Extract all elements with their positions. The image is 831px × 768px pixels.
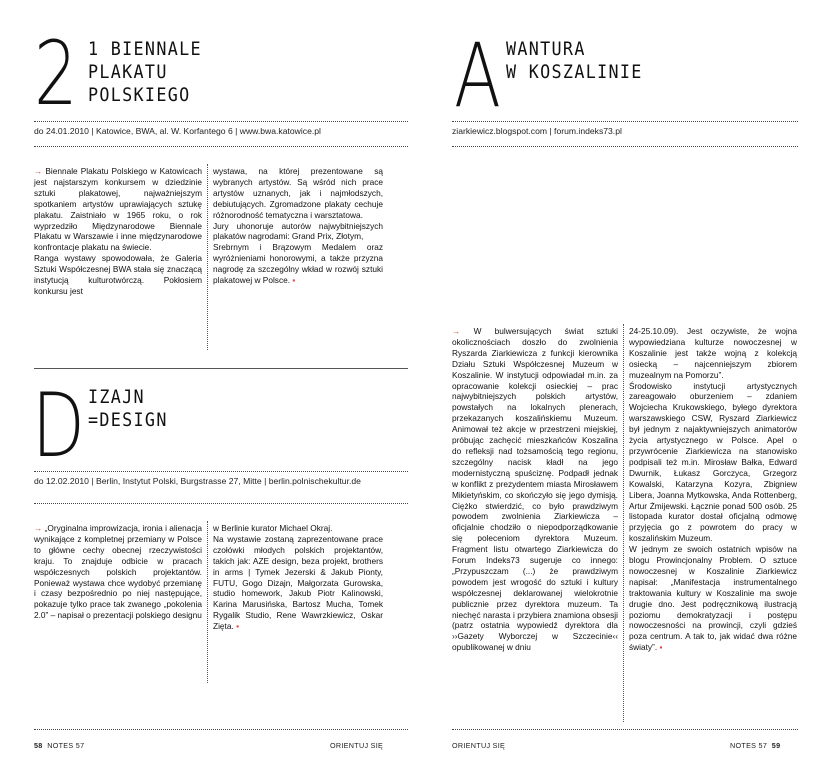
article1-column-1 — [34, 166, 202, 297]
right-magazine-name: NOTES 57 — [730, 741, 768, 750]
article2-big-letter: D — [32, 374, 84, 477]
article3-meta: ziarkiewicz.blogspot.com | forum.indeks73.pl — [452, 126, 622, 136]
article1-column-divider — [207, 164, 208, 350]
end-mark-icon: ▪ — [659, 642, 663, 653]
article2-meta-rule — [34, 503, 408, 504]
arrow-icon: → — [34, 166, 43, 176]
article3-column-2 — [629, 326, 797, 653]
arrow-icon: → — [34, 523, 43, 533]
left-magazine-name: NOTES 57 — [47, 741, 85, 750]
article1-headline: 1 BIENNALE PLAKATU POLSKIEGO — [88, 38, 202, 106]
left-page-number: 58 — [34, 741, 43, 750]
article2-column-1 — [34, 523, 202, 621]
left-footer-section: ORIENTUJ SIĘ — [330, 741, 384, 750]
article2-top-rule — [34, 471, 408, 472]
article3-big-letter: A — [454, 24, 500, 127]
left-footer-page-info — [34, 741, 84, 750]
article2-col2-text: w Berlinie kurator Michael Okraj. Na wystawie zostaną zaprezentowane prace czołówki młodych polskich projektantów, takich jak: AZE design, beza projekt, brothers in arms | Tymek Jezerski & Jakub Pionty, FUTU, Gogo Dizajn, Małgorzata Gurowska, studio homework, Jakub Piotr Kalinowski, Karina Marusińska, Bartosz Mucha, Tomek Rygalik Studio, Rene Wawrzkiewicz, Oskar Zięta. — [213, 523, 383, 632]
article1-top-rule — [34, 121, 408, 122]
right-page-number: 59 — [771, 741, 781, 750]
left-footer-rule — [34, 729, 408, 730]
article1-big-letter: 2 — [34, 22, 77, 125]
article2-column-2 — [213, 523, 383, 632]
article3-col2-text: 24-25.10.09). Jest oczywiste, że wojna wypowiedziana kulturze nowoczesnej w Koszalinie jest także wojną z kolekcją osiecką – najcenniejszym zbiorem muzealnym na Pomorzu”. Środowisko instytucji artystycznych zareagowało oburzeniem – zdaniem Wojciecha Krukowskiego, byłego dyrektora warszawskiego CSW, Ryszard Ziarkiewicz był jednym z najaktywniejszych animatorów życia artystycznego w Polsce. Apel o przywrócenie Ziarkiewicza na stanowisko podpisali też m.in. Mirosław Bałka, Edward Dwurnik, Łukasz Gorczyca, Grzegorz Kowalski, Katarzyna Kozyra, Zbigniew Libera, Joanna Mytkowska, Anda Rottenberg, Artur Żmijewski. Łącznie ponad 500 osób. 25 listopada kurator dostał oficjalną odmowę przyjęcia go z powrotem do pracy w koszalińskim Muzeum. W jednym ze swoich ostatnich wpisów na blogu Prowincjonalny Problem. O sztuce nowoczesnej w Koszalinie Ziarkiewicz napisał: „Manifestacja instrumentalnego traktowania kultury w Koszalinie ma swoje drugie dno. Jest podręcznikową ilustracją poziomu demokratyzacji i postępu nowoczesności na prowincji, czyli gdzieś poza centrum. A tak to, jak widać dwa różne światy”. — [629, 326, 797, 653]
article1-col1-text: Biennale Plakatu Polskiego w Katowicach jest najstarszym konkursem w dziedzinie sztuki plakatowej, najważniejszym spotkaniem artystów uprawiających sztukę plakatu. Zaistniało w 1965 roku, o rok wyprzedziło Międzynarodowe Biennale Plakatu w Warszawie i inne międzynarodowe konfrontacje plakatu na świecie. Ranga wystawy spowodowała, że Galeria Sztuki Współczesnej BWA stała się znaczącą instytucją kulturotwórczą. Pokłosiem konkursu jest — [34, 166, 202, 296]
article3-headline: WANTURA W KOSZALINIE — [506, 38, 643, 83]
article1-col2-text: wystawa, na której prezentowane są wybranych artystów. Są wśród nich prace artystów uznanych, jak i najmłodszych, debiutujących. Zgromadzone plakaty cechuje różnorodność tematyczna i warsztatowa. Jury uhonoruje autorów najwybitniejszych plakatów nagrodami: Grand Prix, Złotym, Srebrnym i Brązowym Medalem oraz wyróżnieniami honorowymi, a także przyzna nagrodę za szczególny wkład w rozwój sztuki plakatowej w Polsce. — [213, 166, 383, 286]
right-footer-section: ORIENTUJ SIĘ — [452, 741, 506, 750]
article3-col1-text: W bulwersujących świat sztuki okolicznościach doszło do zwolnienia Ryszarda Ziarkiewicza z funkcji kierownika Działu Sztuki Współczesnej Muzeum w Koszalinie. W instytucji odpowiadał m.in. za opracowanie kolekcji osieckiej – prac najwybitniejszych polskich artystów, powstałych na lokalnych plenerach, przekazanych koszalińskiemu Muzeum. Animował też akcje w przestrzeni miejskiej, próbując zachęcić mieszkańców Koszalina do refleksji nad tożsamością tego regionu, szczególny nacisk kładł na jego modernistyczną spuściznę. Podpadł jednak w konflikt z prezydentem miasta Mirosławem Mikietyńskim, co skończyło się jego dymisją. Ciężko stwierdzić, co było prawdziwym powodem zwolnienia Ziarkiewicza – oficjalnie chodziło o niepodporządkowanie się poleceniom dyrektora Muzeum. Fragment listu otwartego Ziarkiewicza do Forum Indeks73 sugeruje co innego: „Przypuszczam (...) że prawdziwym powodem jest wrogość do sztuki i kultury współczesnej deklarowanej wielokrotnie publicznie przez dyrektora muzeum. Ta niechęć narasta i przybiera znamiona obsesji (patrz ostatnia wypowiedź dyrektora dla ››Gazety Wyborczej w Szczecinie‹‹ opublikowanej w dniu — [452, 326, 618, 653]
arrow-icon: → — [452, 326, 461, 336]
article3-column-divider — [623, 324, 624, 722]
section-divider — [34, 368, 408, 369]
article3-column-1 — [452, 326, 618, 653]
article1-meta-rule — [34, 146, 408, 147]
article2-headline: IZAJN =DESIGN — [88, 386, 168, 431]
article3-top-rule — [452, 121, 798, 122]
article1-column-2 — [213, 166, 383, 286]
article3-meta-rule — [452, 146, 798, 147]
end-mark-icon: ▪ — [292, 275, 296, 286]
article2-col1-text: „Oryginalna improwizacja, ironia i alienacja wynikające z kompletnej przemiany w Polsce to główne cechy obecnej rzeczywistości kraju. To znajduje odbicie w pracach współczesnych polskich projektantów. Ponieważ wystawa chce wydobyć przemianę i czasy bezpośrednio po niej następujące, pokazuje tylko prace tak zwanego „pokolenia 2.0” – napisał o prezentacji polskiego designu — [34, 523, 203, 621]
article1-meta: do 24.01.2010 | Katowice, BWA, al. W. Korfantego 6 | www.bwa.katowice.pl — [34, 126, 321, 136]
right-footer-rule — [452, 729, 798, 730]
end-mark-icon: ▪ — [236, 621, 240, 632]
article2-meta: do 12.02.2010 | Berlin, Instytut Polski, Burgstrasse 27, Mitte | berlin.polnischekultur.de — [34, 476, 361, 486]
article2-column-divider — [207, 521, 208, 683]
right-footer-page-info — [730, 741, 780, 750]
